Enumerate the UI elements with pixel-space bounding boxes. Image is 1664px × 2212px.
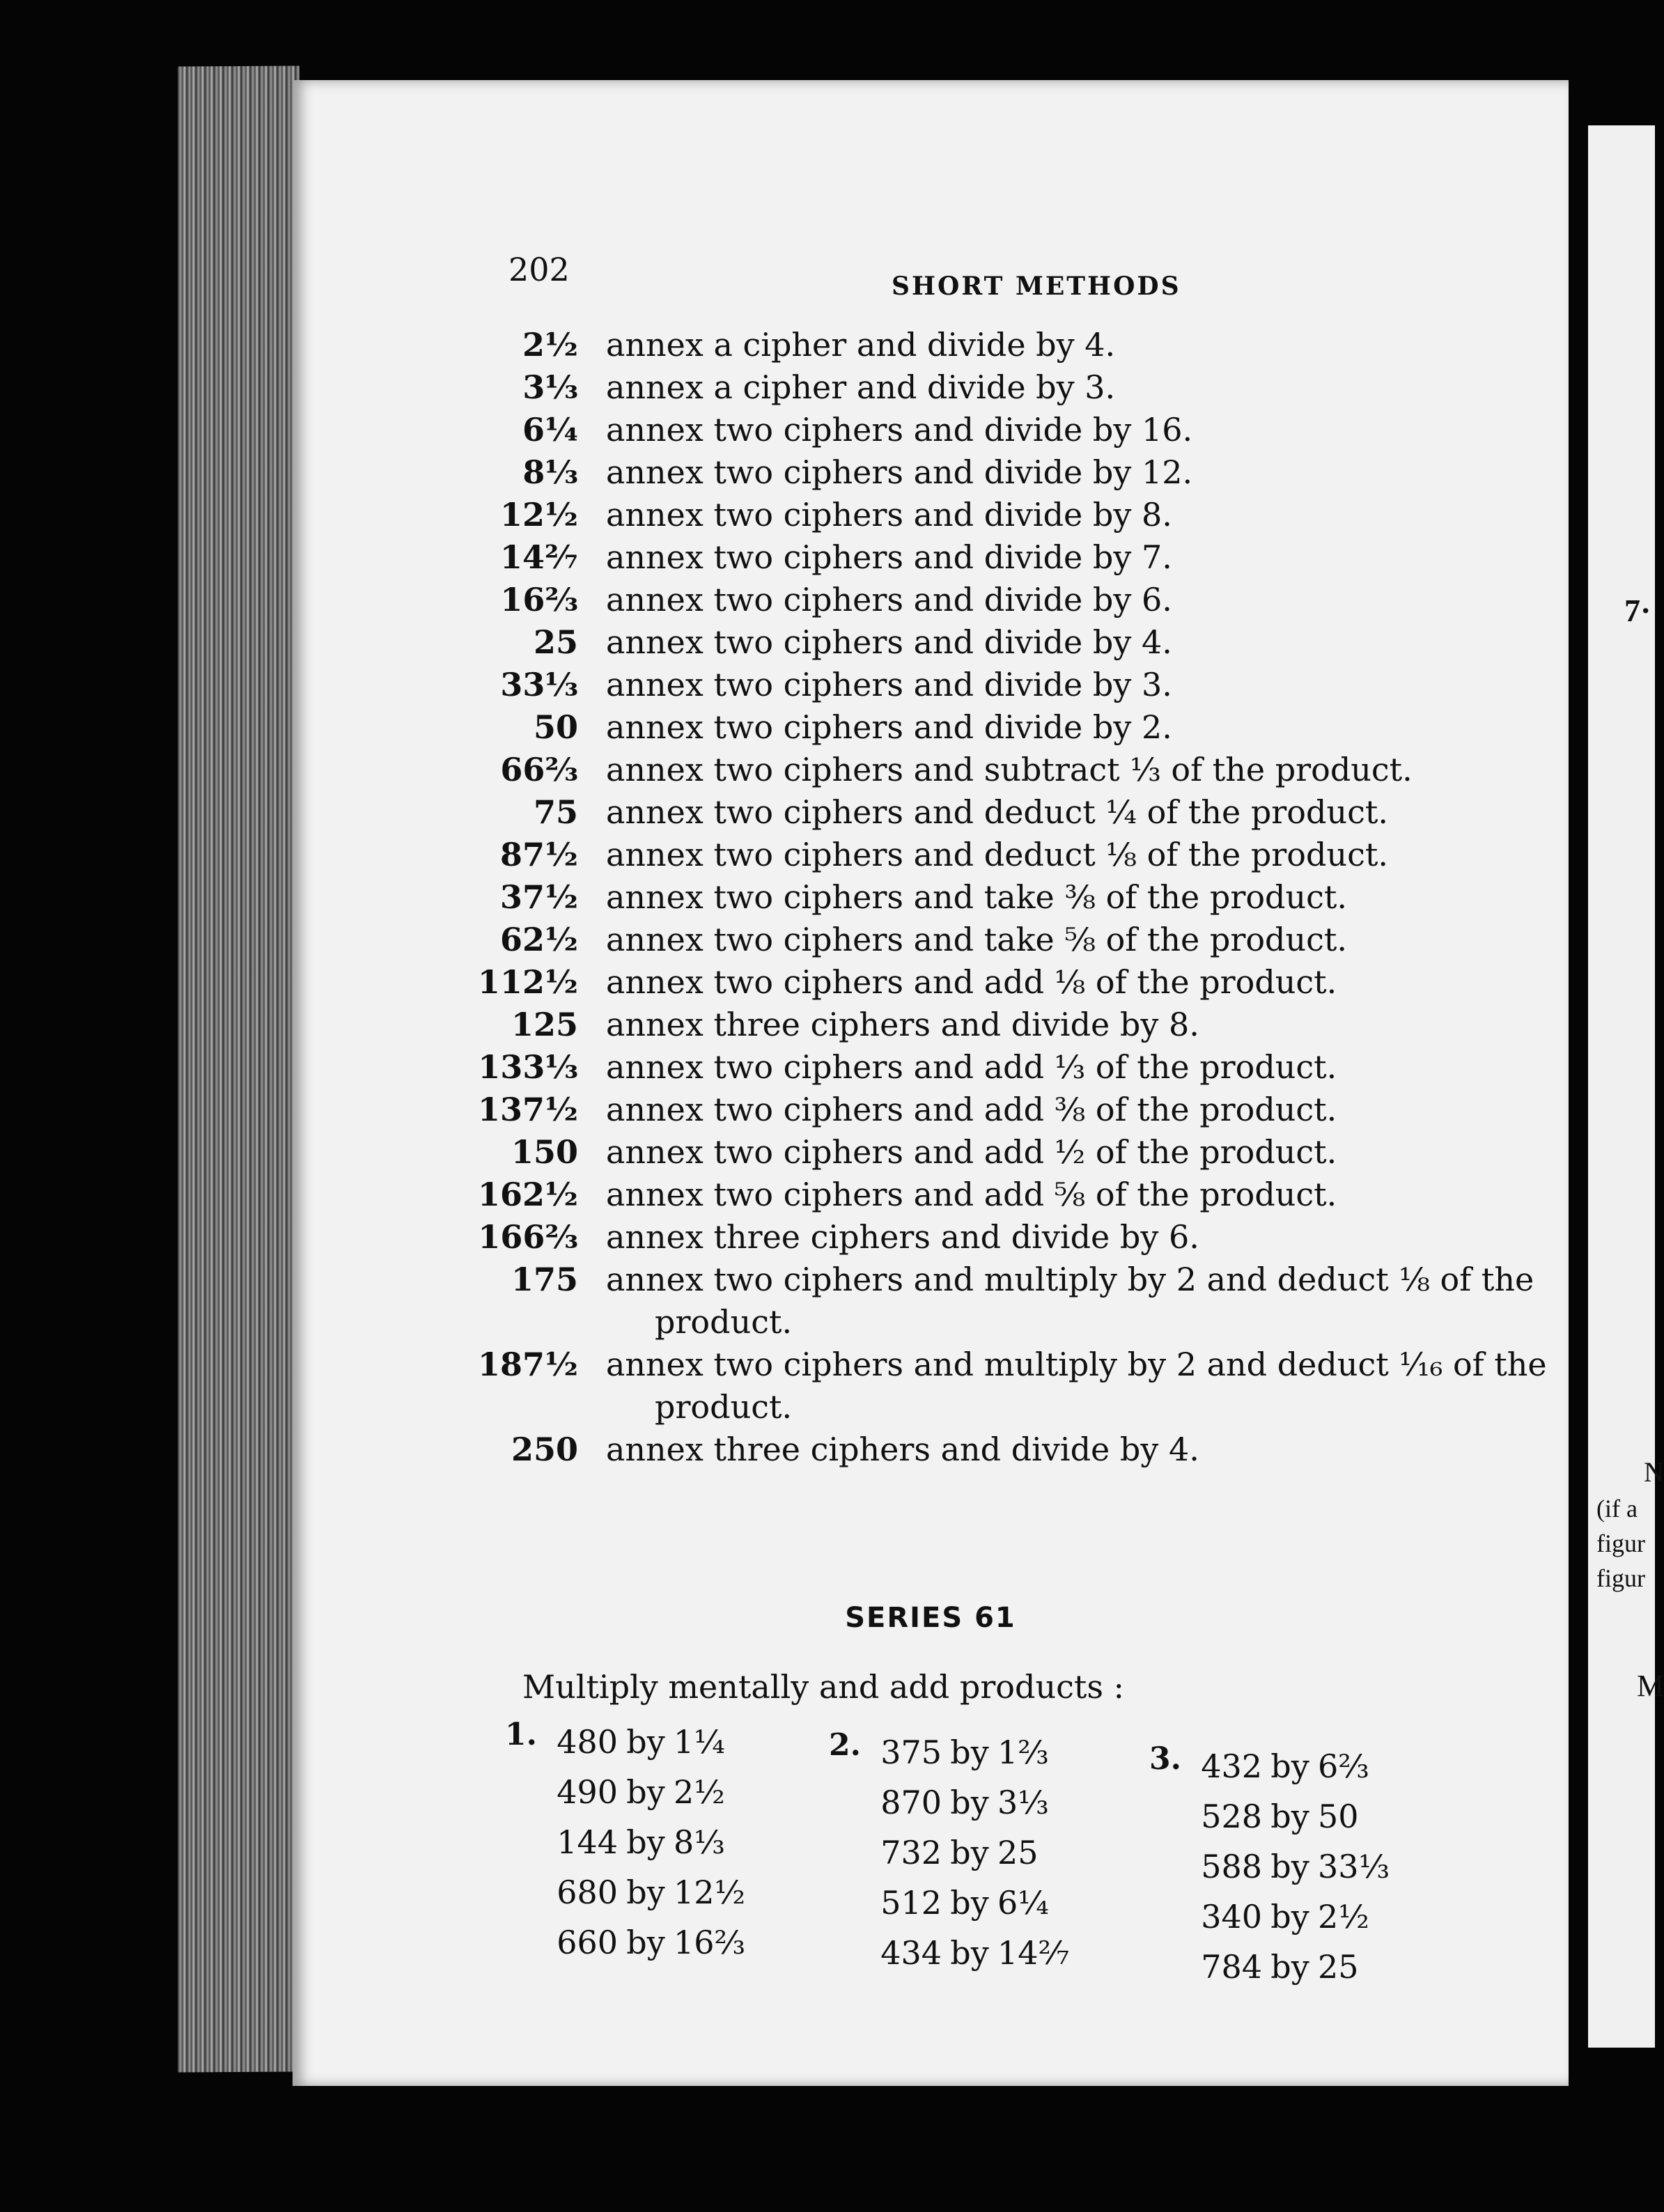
rule-item: 3⅓ annex a cipher and divide by 3. [522,368,1116,406]
problem-label: 3. [1149,1741,1181,1777]
short-methods-list [460,324,1547,1471]
facing-page-text: figur [1596,1564,1645,1592]
series-title: SERIES 61 [845,1602,1016,1634]
book-page [293,80,1569,2086]
rule-item: 12½ annex two ciphers and divide by 8. [500,496,1172,533]
series-instruction: Multiply mentally and add products : [522,1668,1125,1706]
rule-item: 2½ annex a cipher and divide by 4. [522,326,1116,364]
problem-row: 732 by 25 [880,1834,1039,1871]
rule-item: 250 annex three ciphers and divide by 4. [511,1431,1199,1468]
facing-page-text: M [1637,1669,1664,1703]
problem-row: 870 by 3⅓ [880,1784,1049,1821]
rule-item: 187½ annex two ciphers and multiply by 2 and deduct ¹⁄₁₆ of the product. [478,1346,1547,1426]
rule-item: 75 annex two ciphers and deduct ¼ of the product. [533,793,1388,831]
problem-row: 784 by 25 [1201,1948,1359,1986]
problem-label: 1. [505,1717,537,1752]
rule-item: 175 annex two ciphers and multiply by 2 and deduct ⅛ of the product. [511,1261,1534,1341]
rule-item: 62½ annex two ciphers and take ⅝ of the product. [500,921,1347,958]
rule-item: 87½ annex two ciphers and deduct ⅛ of the product. [500,836,1388,873]
rule-item: 25 annex two ciphers and divide by 4. [533,623,1172,661]
book-page-edges [178,66,300,2073]
problem-row: 432 by 6⅔ [1201,1747,1369,1785]
rule-item: 33⅓ annex two ciphers and divide by 3. [500,666,1172,703]
rule-item: 166⅔ annex three ciphers and divide by 6. [478,1218,1199,1256]
problem-row: 680 by 12½ [557,1874,746,1911]
problem-row: 375 by 1⅔ [880,1734,1049,1771]
facing-page-fragment [1588,125,1664,2048]
rule-item: 112½ annex two ciphers and add ⅛ of the product. [478,963,1337,1001]
problem-row: 480 by 1¼ [557,1723,725,1761]
rule-item: 16⅔ annex two ciphers and divide by 6. [500,581,1172,618]
page-header [293,251,1569,306]
rule-item: 50 annex two ciphers and divide by 2. [533,708,1172,746]
rule-item: 66⅔ annex two ciphers and subtract ⅓ of the product. [500,751,1413,788]
rule-item: 14²⁄₇ annex two ciphers and divide by 7. [500,538,1172,576]
facing-page-text: (if a [1596,1495,1638,1522]
facing-page-text: N [1644,1456,1664,1488]
problem-row: 528 by 50 [1201,1798,1359,1835]
rule-item: 133⅓ annex two ciphers and add ⅓ of the product. [478,1048,1337,1086]
page-number: 202 [508,251,570,288]
problem-row: 340 by 2½ [1201,1898,1369,1936]
problem-row: 660 by 16⅔ [557,1924,746,1961]
rule-item: 162½ annex two ciphers and add ⅝ of the product. [478,1176,1337,1213]
facing-page-text: figur [1596,1529,1645,1557]
rule-item: 125 annex three ciphers and divide by 8. [511,1006,1199,1043]
problem-row: 588 by 33⅓ [1201,1848,1390,1885]
problem-row: 434 by 14²⁄₇ [880,1934,1070,1972]
rule-item: 150 annex two ciphers and add ½ of the product. [511,1133,1337,1171]
rule-item: 8⅓ annex two ciphers and divide by 12. [522,453,1193,491]
problem-row: 512 by 6¼ [880,1884,1049,1922]
rule-item: 37½ annex two ciphers and take ⅜ of the product. [500,878,1347,916]
rule-item: 137½ annex two ciphers and add ⅜ of the product. [478,1091,1337,1128]
problem-row: 490 by 2½ [557,1773,725,1811]
facing-page-text: 7· [1624,593,1651,628]
problem-label: 2. [829,1727,861,1763]
problem-row: 144 by 8⅓ [557,1823,725,1861]
running-title: SHORT METHODS [892,272,1181,301]
rule-item: 6¼ annex two ciphers and divide by 16. [522,411,1193,449]
